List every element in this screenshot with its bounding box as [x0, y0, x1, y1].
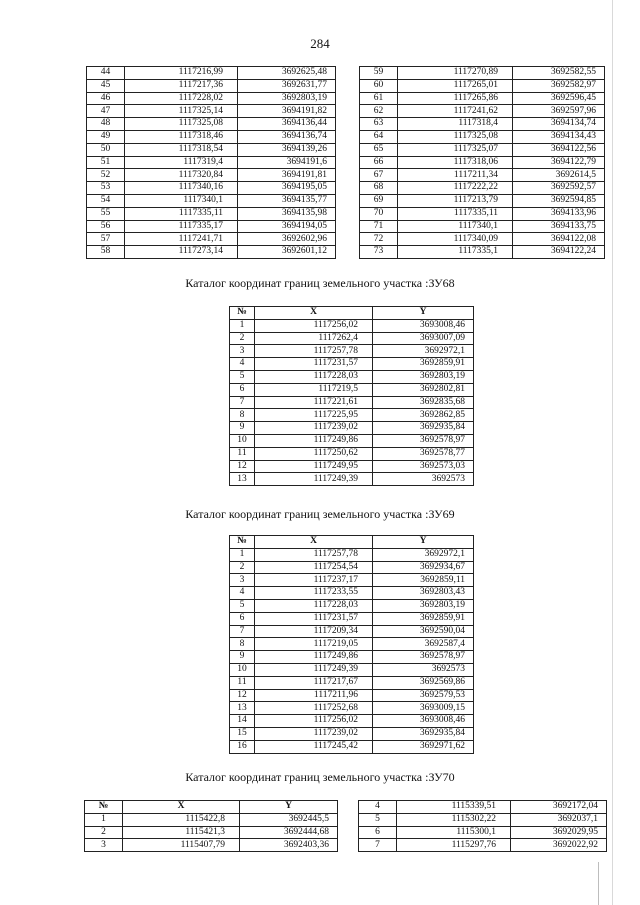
point-number-cell: 52	[87, 169, 125, 182]
table-row	[230, 638, 474, 651]
y-coordinate-cell: 3692972,1	[373, 548, 474, 561]
table-row	[87, 182, 336, 195]
y-coordinate-cell: 3694195,05	[238, 182, 336, 195]
column-header: Y	[373, 307, 474, 320]
point-number-cell: 46	[87, 92, 125, 105]
x-coordinate-cell: 1117318,46	[125, 130, 238, 143]
y-coordinate-cell: 3692602,96	[238, 233, 336, 246]
table-row	[87, 67, 336, 80]
table-row	[85, 826, 338, 839]
point-number-cell: 61	[360, 92, 398, 105]
y-coordinate-cell: 3692803,19	[373, 599, 474, 612]
point-number-cell: 4	[230, 358, 255, 371]
catalog-70-table-left	[84, 800, 338, 852]
table-row	[87, 169, 336, 182]
y-coordinate-cell: 3692592,57	[513, 182, 605, 195]
table-row	[230, 727, 474, 740]
y-coordinate-cell: 3692172,04	[511, 801, 607, 814]
column-header: №	[230, 536, 255, 549]
table-row	[360, 233, 605, 246]
y-coordinate-cell: 3693008,46	[373, 319, 474, 332]
table-row	[230, 702, 474, 715]
x-coordinate-cell: 1117216,99	[125, 67, 238, 80]
x-coordinate-cell: 1117325,08	[125, 118, 238, 131]
table-row	[230, 345, 474, 358]
point-number-cell: 3	[230, 574, 255, 587]
table-row	[230, 625, 474, 638]
x-coordinate-cell: 1117225,95	[255, 409, 373, 422]
point-number-cell: 60	[360, 79, 398, 92]
page-number: 284	[310, 36, 330, 51]
x-coordinate-cell: 1117256,02	[255, 319, 373, 332]
coords-table-top-right	[359, 66, 605, 259]
table-row	[230, 383, 474, 396]
y-coordinate-cell: 3692601,12	[238, 246, 336, 259]
point-number-cell: 3	[85, 839, 123, 852]
y-coordinate-cell: 3693009,15	[373, 702, 474, 715]
y-coordinate-cell: 3694194,05	[238, 220, 336, 233]
table-row	[359, 826, 607, 839]
x-coordinate-cell: 1117256,02	[255, 715, 373, 728]
y-coordinate-cell: 3694122,24	[513, 246, 605, 259]
table-row	[360, 182, 605, 195]
y-coordinate-cell: 3692596,45	[513, 92, 605, 105]
x-coordinate-cell: 1117239,02	[255, 727, 373, 740]
y-coordinate-cell: 3692578,77	[373, 447, 474, 460]
table-row	[230, 332, 474, 345]
table-row	[230, 370, 474, 383]
y-coordinate-cell: 3692590,04	[373, 625, 474, 638]
table-row	[87, 233, 336, 246]
y-coordinate-cell: 3692444,68	[240, 826, 338, 839]
catalog-68-caption: Каталог координат границ земельного участка :ЗУ68	[185, 276, 455, 290]
x-coordinate-cell: 1117228,03	[255, 370, 373, 383]
x-coordinate-cell: 1115302,22	[397, 813, 511, 826]
table-row	[230, 409, 474, 422]
y-coordinate-cell: 3692935,84	[373, 727, 474, 740]
table-row	[230, 599, 474, 612]
x-coordinate-cell: 1117219,5	[255, 383, 373, 396]
y-coordinate-cell: 3693007,09	[373, 332, 474, 345]
table-row	[230, 396, 474, 409]
x-coordinate-cell: 1117239,02	[255, 422, 373, 435]
y-coordinate-cell: 3692614,5	[513, 169, 605, 182]
y-coordinate-cell: 3693008,46	[373, 715, 474, 728]
table-row	[230, 587, 474, 600]
table-row	[230, 548, 474, 561]
x-coordinate-cell: 1115421,3	[123, 826, 240, 839]
x-coordinate-cell: 1117340,16	[125, 182, 238, 195]
x-coordinate-cell: 1117265,86	[398, 92, 513, 105]
point-number-cell: 3	[230, 345, 255, 358]
point-number-cell: 14	[230, 715, 255, 728]
point-number-cell: 65	[360, 143, 398, 156]
y-coordinate-cell: 3692569,86	[373, 676, 474, 689]
x-coordinate-cell: 1117325,07	[398, 143, 513, 156]
y-coordinate-cell: 3692859,91	[373, 358, 474, 371]
table-row	[87, 118, 336, 131]
point-number-cell: 49	[87, 130, 125, 143]
x-coordinate-cell: 1117249,39	[255, 663, 373, 676]
x-coordinate-cell: 1115407,79	[123, 839, 240, 852]
x-coordinate-cell: 1117340,09	[398, 233, 513, 246]
x-coordinate-cell: 1117233,55	[255, 587, 373, 600]
point-number-cell: 7	[230, 396, 255, 409]
point-number-cell: 64	[360, 130, 398, 143]
point-number-cell: 2	[230, 332, 255, 345]
table-row	[230, 663, 474, 676]
point-number-cell: 67	[360, 169, 398, 182]
y-coordinate-cell: 3692803,19	[373, 370, 474, 383]
x-coordinate-cell: 1117245,42	[255, 740, 373, 753]
table-row	[230, 460, 474, 473]
x-coordinate-cell: 1117273,14	[125, 246, 238, 259]
y-coordinate-cell: 3692582,55	[513, 67, 605, 80]
point-number-cell: 50	[87, 143, 125, 156]
y-coordinate-cell: 3692859,11	[373, 574, 474, 587]
table-row	[360, 79, 605, 92]
x-coordinate-cell: 1117265,01	[398, 79, 513, 92]
table-row	[87, 194, 336, 207]
point-number-cell: 5	[359, 813, 397, 826]
point-number-cell: 2	[85, 826, 123, 839]
point-number-cell: 68	[360, 182, 398, 195]
y-coordinate-cell: 3694134,43	[513, 130, 605, 143]
point-number-cell: 4	[230, 587, 255, 600]
x-coordinate-cell: 1117250,62	[255, 447, 373, 460]
table-row	[230, 434, 474, 447]
table-row	[360, 156, 605, 169]
point-number-cell: 5	[230, 599, 255, 612]
table-header-row	[230, 307, 474, 320]
y-coordinate-cell: 3692579,53	[373, 689, 474, 702]
catalog-70-table-right	[358, 800, 607, 852]
point-number-cell: 6	[230, 383, 255, 396]
y-coordinate-cell: 3692625,48	[238, 67, 336, 80]
point-number-cell: 72	[360, 233, 398, 246]
table-row	[360, 92, 605, 105]
x-coordinate-cell: 1115339,51	[397, 801, 511, 814]
table-row	[230, 358, 474, 371]
table-row	[360, 220, 605, 233]
x-coordinate-cell: 1117318,4	[398, 118, 513, 131]
table-row	[360, 67, 605, 80]
point-number-cell: 1	[230, 548, 255, 561]
x-coordinate-cell: 1117231,57	[255, 612, 373, 625]
table-row	[230, 740, 474, 753]
point-number-cell: 71	[360, 220, 398, 233]
y-coordinate-cell: 3692803,19	[238, 92, 336, 105]
table-row	[359, 839, 607, 852]
y-coordinate-cell: 3694133,75	[513, 220, 605, 233]
table-row	[87, 92, 336, 105]
table-row	[359, 801, 607, 814]
column-header: X	[255, 536, 373, 549]
y-coordinate-cell: 3694134,74	[513, 118, 605, 131]
point-number-cell: 45	[87, 79, 125, 92]
y-coordinate-cell: 3692859,91	[373, 612, 474, 625]
y-coordinate-cell: 3694133,96	[513, 207, 605, 220]
table-row	[360, 143, 605, 156]
y-coordinate-cell: 3694139,26	[238, 143, 336, 156]
y-coordinate-cell: 3692403,36	[240, 839, 338, 852]
point-number-cell: 8	[230, 409, 255, 422]
point-number-cell: 7	[359, 839, 397, 852]
column-header: X	[123, 801, 240, 814]
table-row	[230, 473, 474, 486]
point-number-cell: 11	[230, 676, 255, 689]
x-coordinate-cell: 1117254,54	[255, 561, 373, 574]
point-number-cell: 66	[360, 156, 398, 169]
x-coordinate-cell: 1117228,03	[255, 599, 373, 612]
x-coordinate-cell: 1117257,78	[255, 345, 373, 358]
y-coordinate-cell: 3692971,62	[373, 740, 474, 753]
y-coordinate-cell: 3692578,97	[373, 434, 474, 447]
y-coordinate-cell: 3694136,44	[238, 118, 336, 131]
point-number-cell: 12	[230, 460, 255, 473]
point-number-cell: 6	[359, 826, 397, 839]
catalog-70-caption: Каталог координат границ земельного участка :ЗУ70	[185, 770, 455, 784]
y-coordinate-cell: 3692631,77	[238, 79, 336, 92]
table-row	[360, 207, 605, 220]
point-number-cell: 13	[230, 702, 255, 715]
point-number-cell: 57	[87, 233, 125, 246]
y-coordinate-cell: 3692578,97	[373, 651, 474, 664]
table-row	[359, 813, 607, 826]
table-row	[230, 561, 474, 574]
x-coordinate-cell: 1117262,4	[255, 332, 373, 345]
x-coordinate-cell: 1117241,62	[398, 105, 513, 118]
x-coordinate-cell: 1117213,79	[398, 194, 513, 207]
point-number-cell: 1	[230, 319, 255, 332]
table-row	[87, 156, 336, 169]
y-coordinate-cell: 3692802,81	[373, 383, 474, 396]
point-number-cell: 63	[360, 118, 398, 131]
point-number-cell: 62	[360, 105, 398, 118]
point-number-cell: 12	[230, 689, 255, 702]
x-coordinate-cell: 1117318,06	[398, 156, 513, 169]
x-coordinate-cell: 1117335,11	[398, 207, 513, 220]
y-coordinate-cell: 3692597,96	[513, 105, 605, 118]
table-row	[87, 130, 336, 143]
y-coordinate-cell: 3692573	[373, 663, 474, 676]
y-coordinate-cell: 3694191,6	[238, 156, 336, 169]
column-header: Y	[373, 536, 474, 549]
point-number-cell: 58	[87, 246, 125, 259]
table-row	[360, 246, 605, 259]
y-coordinate-cell: 3694135,98	[238, 207, 336, 220]
coords-table-top-left	[86, 66, 336, 259]
column-header: №	[85, 801, 123, 814]
point-number-cell: 59	[360, 67, 398, 80]
point-number-cell: 47	[87, 105, 125, 118]
point-number-cell: 69	[360, 194, 398, 207]
point-number-cell: 51	[87, 156, 125, 169]
x-coordinate-cell: 1117249,86	[255, 651, 373, 664]
x-coordinate-cell: 1117319,4	[125, 156, 238, 169]
point-number-cell: 70	[360, 207, 398, 220]
x-coordinate-cell: 1117249,86	[255, 434, 373, 447]
point-number-cell: 13	[230, 473, 255, 486]
y-coordinate-cell: 3692022,92	[511, 839, 607, 852]
table-row	[360, 130, 605, 143]
y-coordinate-cell: 3692803,43	[373, 587, 474, 600]
point-number-cell: 10	[230, 663, 255, 676]
table-row	[230, 422, 474, 435]
point-number-cell: 53	[87, 182, 125, 195]
table-row	[230, 612, 474, 625]
x-coordinate-cell: 1117318,54	[125, 143, 238, 156]
table-row	[360, 105, 605, 118]
y-coordinate-cell: 3692587,4	[373, 638, 474, 651]
y-coordinate-cell: 3692029,95	[511, 826, 607, 839]
point-number-cell: 55	[87, 207, 125, 220]
table-row	[230, 651, 474, 664]
x-coordinate-cell: 1117249,39	[255, 473, 373, 486]
x-coordinate-cell: 1117252,68	[255, 702, 373, 715]
y-coordinate-cell: 3692935,84	[373, 422, 474, 435]
point-number-cell: 5	[230, 370, 255, 383]
point-number-cell: 9	[230, 422, 255, 435]
point-number-cell: 56	[87, 220, 125, 233]
table-row	[230, 715, 474, 728]
table-header-row	[85, 801, 338, 814]
x-coordinate-cell: 1117340,1	[398, 220, 513, 233]
column-header: №	[230, 307, 255, 320]
y-coordinate-cell: 3692835,68	[373, 396, 474, 409]
x-coordinate-cell: 1117209,34	[255, 625, 373, 638]
table-row	[230, 689, 474, 702]
point-number-cell: 1	[85, 813, 123, 826]
x-coordinate-cell: 1117335,1	[398, 246, 513, 259]
x-coordinate-cell: 1115297,76	[397, 839, 511, 852]
x-coordinate-cell: 1117325,14	[125, 105, 238, 118]
catalog-69-table	[229, 535, 474, 754]
table-row	[87, 79, 336, 92]
x-coordinate-cell: 1117249,95	[255, 460, 373, 473]
y-coordinate-cell: 3694122,08	[513, 233, 605, 246]
table-row	[87, 143, 336, 156]
x-coordinate-cell: 1117231,57	[255, 358, 373, 371]
x-coordinate-cell: 1115300,1	[397, 826, 511, 839]
x-coordinate-cell: 1117320,84	[125, 169, 238, 182]
x-coordinate-cell: 1117217,36	[125, 79, 238, 92]
point-number-cell: 9	[230, 651, 255, 664]
column-header: X	[255, 307, 373, 320]
x-coordinate-cell: 1117219,05	[255, 638, 373, 651]
y-coordinate-cell: 3692972,1	[373, 345, 474, 358]
x-coordinate-cell: 1115422,8	[123, 813, 240, 826]
y-coordinate-cell: 3692934,67	[373, 561, 474, 574]
y-coordinate-cell: 3692582,97	[513, 79, 605, 92]
table-row	[230, 574, 474, 587]
x-coordinate-cell: 1117270,89	[398, 67, 513, 80]
x-coordinate-cell: 1117211,34	[398, 169, 513, 182]
y-coordinate-cell: 3694191,81	[238, 169, 336, 182]
table-row	[230, 447, 474, 460]
point-number-cell: 7	[230, 625, 255, 638]
y-coordinate-cell: 3692594,85	[513, 194, 605, 207]
point-number-cell: 4	[359, 801, 397, 814]
x-coordinate-cell: 1117257,78	[255, 548, 373, 561]
table-row	[360, 194, 605, 207]
y-coordinate-cell: 3694191,82	[238, 105, 336, 118]
y-coordinate-cell: 3694122,56	[513, 143, 605, 156]
point-number-cell: 73	[360, 246, 398, 259]
x-coordinate-cell: 1117237,17	[255, 574, 373, 587]
table-row	[360, 169, 605, 182]
column-header: Y	[240, 801, 338, 814]
table-row	[360, 118, 605, 131]
table-row	[87, 105, 336, 118]
table-row	[230, 676, 474, 689]
x-coordinate-cell: 1117221,61	[255, 396, 373, 409]
point-number-cell: 44	[87, 67, 125, 80]
point-number-cell: 8	[230, 638, 255, 651]
table-row	[87, 220, 336, 233]
x-coordinate-cell: 1117228,02	[125, 92, 238, 105]
point-number-cell: 16	[230, 740, 255, 753]
table-row	[85, 813, 338, 826]
scan-edge-mark	[598, 862, 599, 905]
y-coordinate-cell: 3692862,85	[373, 409, 474, 422]
point-number-cell: 15	[230, 727, 255, 740]
y-coordinate-cell: 3692445,5	[240, 813, 338, 826]
y-coordinate-cell: 3692037,1	[511, 813, 607, 826]
table-row	[87, 207, 336, 220]
point-number-cell: 10	[230, 434, 255, 447]
x-coordinate-cell: 1117217,67	[255, 676, 373, 689]
y-coordinate-cell: 3692573	[373, 473, 474, 486]
table-row	[85, 839, 338, 852]
point-number-cell: 2	[230, 561, 255, 574]
point-number-cell: 48	[87, 118, 125, 131]
y-coordinate-cell: 3694135,77	[238, 194, 336, 207]
point-number-cell: 11	[230, 447, 255, 460]
x-coordinate-cell: 1117222,22	[398, 182, 513, 195]
table-row	[230, 319, 474, 332]
x-coordinate-cell: 1117340,1	[125, 194, 238, 207]
table-row	[87, 246, 336, 259]
y-coordinate-cell: 3694122,79	[513, 156, 605, 169]
catalog-69-caption: Каталог координат границ земельного участка :ЗУ69	[185, 507, 455, 521]
catalog-68-table	[229, 306, 474, 486]
x-coordinate-cell: 1117335,11	[125, 207, 238, 220]
table-header-row	[230, 536, 474, 549]
x-coordinate-cell: 1117335,17	[125, 220, 238, 233]
x-coordinate-cell: 1117211,96	[255, 689, 373, 702]
y-coordinate-cell: 3692573,03	[373, 460, 474, 473]
point-number-cell: 6	[230, 612, 255, 625]
y-coordinate-cell: 3694136,74	[238, 130, 336, 143]
x-coordinate-cell: 1117325,08	[398, 130, 513, 143]
x-coordinate-cell: 1117241,71	[125, 233, 238, 246]
point-number-cell: 54	[87, 194, 125, 207]
